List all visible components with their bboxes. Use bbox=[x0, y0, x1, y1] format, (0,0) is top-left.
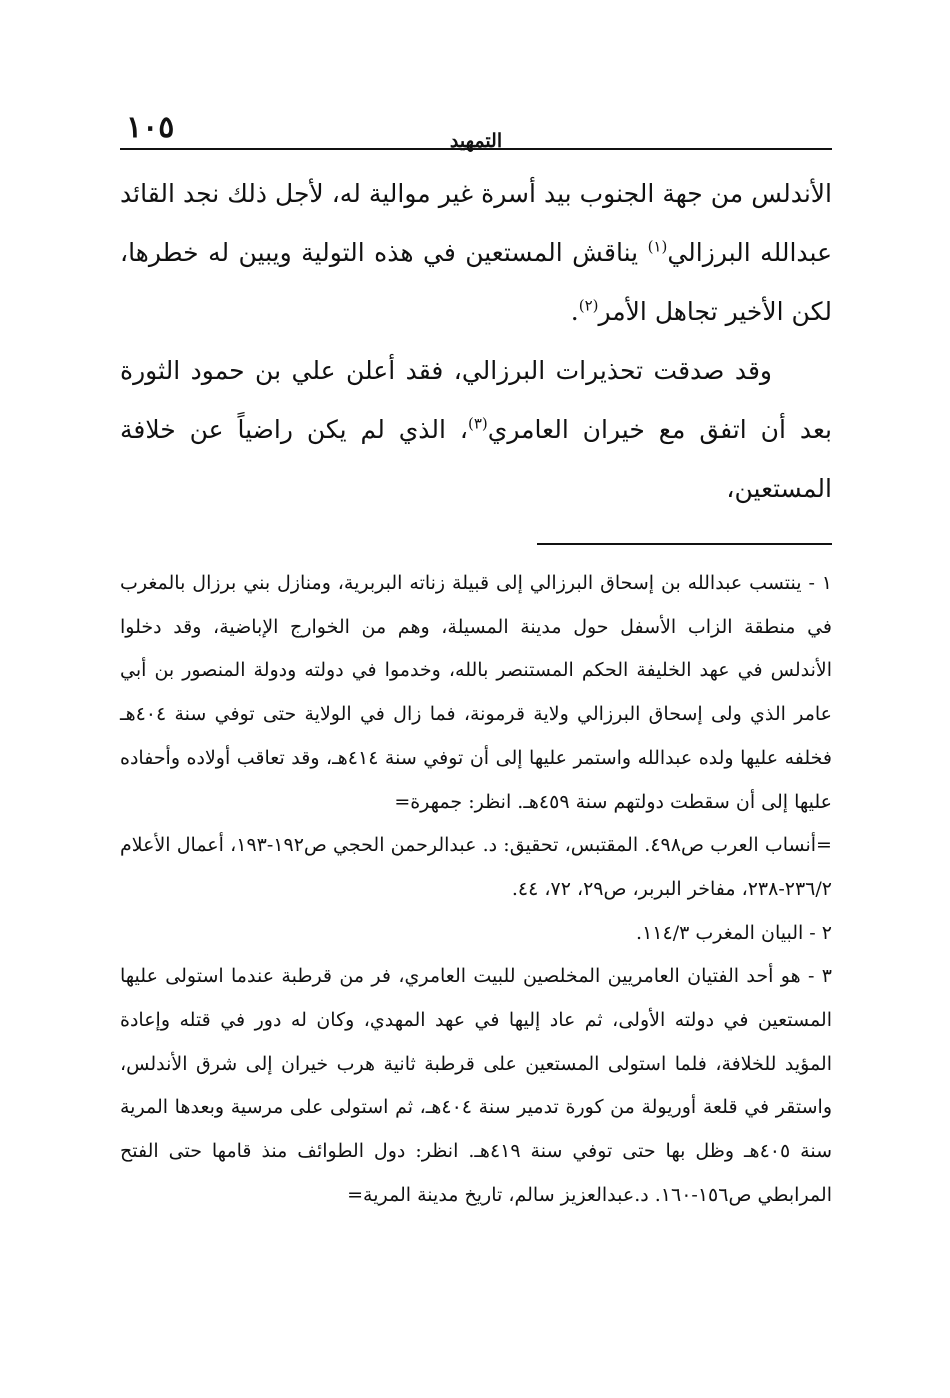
footnote-ref-3: (٣) bbox=[467, 414, 488, 433]
page-header bbox=[120, 108, 832, 150]
footnote-2: ٢ - البيان المغرب ١١٤/٣. bbox=[636, 921, 832, 944]
main-text bbox=[120, 164, 832, 518]
footnote-separator bbox=[537, 543, 832, 545]
footnote-1: ١ - ينتسب عبدالله بن إسحاق البرزالي إلى قبيلة زناته البربرية، ومنازل بني برزال بالمغرب في منطقة الزاب الأسفل حول مدينة المسيلة، وهم من الخوارج الإباضية، وقد دخلوا الأندلس في عهد الخليفة الحكم المستنصر بالله، وخدموا في دولته ودولة المنصور بن أبي عامر الذي ولى إسحاق البرزالي ولاية قرمونة، فما زال في الولاية حتى توفي سنة ٤٠٤هـ فخلفه عليها ولده عبدالله واستمر عليها إلى أن توفي سنة ٤١٤هـ، وقد تعاقب أولاده وأحفاده عليها إلى أن سقطت دولتهم سنة ٤٥٩هـ. انظر: جمهرة= bbox=[120, 572, 833, 813]
paragraph-1-text-2: يناقش المستعين في هذه التولية ويبين له خطرها، لكن الأخير تجاهل الأمر bbox=[120, 238, 832, 326]
paragraph-2-text-2: ، الذي لم يكن راضياً عن خلافة المستعين، bbox=[120, 415, 832, 503]
page-number: ١٠٥ bbox=[126, 110, 175, 145]
document-page bbox=[120, 108, 833, 1206]
running-head: التمهيد bbox=[449, 130, 503, 152]
paragraph-2 bbox=[120, 341, 832, 518]
footnotes bbox=[120, 562, 832, 1218]
paragraph-1-end: . bbox=[570, 297, 579, 326]
footnote-ref-1: (١) bbox=[647, 237, 668, 256]
paragraph-1 bbox=[120, 164, 832, 341]
paragraph-2-text: وقد صدقت تحذيرات البرزالي، فقد أعلن علي بن حمود الثورة بعد أن اتفق مع خيران العامري bbox=[120, 356, 832, 444]
footnote-3: ٣ - هو أحد الفتيان العامريين المخلصين للبيت العامري، فر من قرطبة عندما استولى عليها المستعين في دولته الأولى، ثم عاد إليها في عهد المهدي، وكان له دور في قتله وإعادة المؤيد للخلافة، فلما استولى المستعين على قرطبة ثانية هرب خيران إلى شرق الأندلس، واستقر في قلعة أوريولة من كورة تدمير سنة ٤٠٤هـ، ثم استولى على مرسية وبعدها المرية سنة ٤٠٥هـ وظل بها حتى توفي سنة ٤١٩هـ. انظر: دول الطوائف منذ قامها حتى الفتح المرابطي ص١٥٦-١٦٠. د.عبدالعزيز سالم، تاريخ مدينة المرية= bbox=[120, 965, 832, 1206]
footnote-ref-2: (٢) bbox=[578, 296, 599, 315]
paragraph-1-text: الأندلس من جهة الجنوب بيد أسرة غير موالية له، لأجل ذلك نجد القائد عبدالله البرزالي bbox=[120, 179, 832, 267]
footnote-1-continued: =أنساب العرب ص٤٩٨. المقتبس، تحقيق: د. عبدالرحمن الحجي ص١٩٢-١٩٣، أعمال الأعلام ٢٣٦/٢-٢٣٨، مفاخر البربر، ص٢٩، ٧٢، ٤٤. bbox=[120, 834, 832, 900]
